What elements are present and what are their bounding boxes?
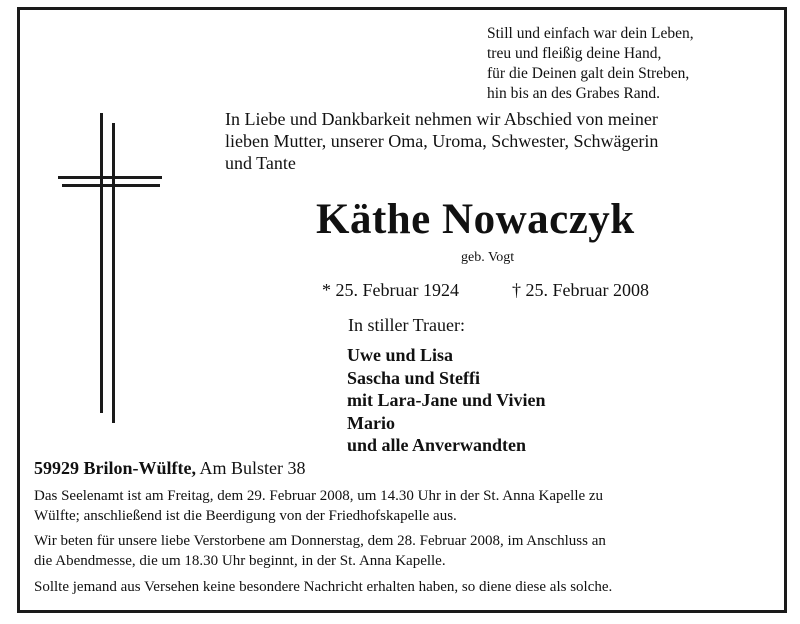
mourners-list <box>347 344 546 457</box>
intro-line: und Tante <box>225 153 296 173</box>
prayer-notice <box>34 531 779 571</box>
obituary-notice <box>17 7 787 613</box>
family-address <box>34 458 306 479</box>
mourner-entry: Mario <box>347 412 395 433</box>
poem-line: hin bis an des Grabes Rand. <box>487 85 661 102</box>
mourner-entry: Uwe und Lisa <box>347 345 454 365</box>
prayer-line: die Abendmesse, die um 18.30 Uhr beginnt, in der St. Anna Kapelle. <box>34 553 446 569</box>
closing-notice <box>34 577 779 597</box>
poem-line: treu und fleißig deine Hand, <box>487 45 662 62</box>
cross-icon <box>58 113 162 423</box>
life-dates <box>322 280 649 301</box>
mourner-entry: mit Lara-Jane und Vivien <box>347 390 546 410</box>
requiem-line: Wülfte; anschließend ist die Beerdigung von der Friedhofskapelle aus. <box>34 508 457 524</box>
intro-line: In Liebe und Dankbarkeit nehmen wir Abschied von meiner <box>225 109 658 129</box>
address-city: 59929 Brilon-Wülfte, <box>34 458 196 478</box>
memorial-poem <box>487 24 694 104</box>
death-date: † 25. Februar 2008 <box>512 280 649 300</box>
mourner-entry: und alle Anverwandten <box>347 435 527 455</box>
birth-name: geb. Vogt <box>461 250 515 265</box>
requiem-line: Das Seelenamt ist am Freitag, dem 29. Februar 2008, um 14.30 Uhr in der St. Anna Kapelle zu <box>34 488 604 504</box>
requiem-notice <box>34 486 779 526</box>
birth-date: * 25. Februar 1924 <box>322 280 459 300</box>
poem-line: für die Deinen galt dein Streben, <box>487 65 690 82</box>
poem-line: Still und einfach war dein Leben, <box>487 25 694 42</box>
deceased-name: Käthe Nowaczyk <box>316 196 635 243</box>
mourner-entry: Sascha und Steffi <box>347 367 481 388</box>
farewell-intro <box>225 108 785 174</box>
intro-line: lieben Mutter, unserer Oma, Uroma, Schwester, Schwägerin <box>225 131 659 151</box>
prayer-line: Wir beten für unsere liebe Verstorbene am Donnerstag, dem 28. Februar 2008, im Anschluss an <box>34 533 606 549</box>
mourning-heading: In stiller Trauer: <box>348 315 465 335</box>
address-street: Am Bulster 38 <box>199 458 306 478</box>
closing-line: Sollte jemand aus Versehen keine besondere Nachricht erhalten haben, so diene diese als solche. <box>34 579 613 595</box>
